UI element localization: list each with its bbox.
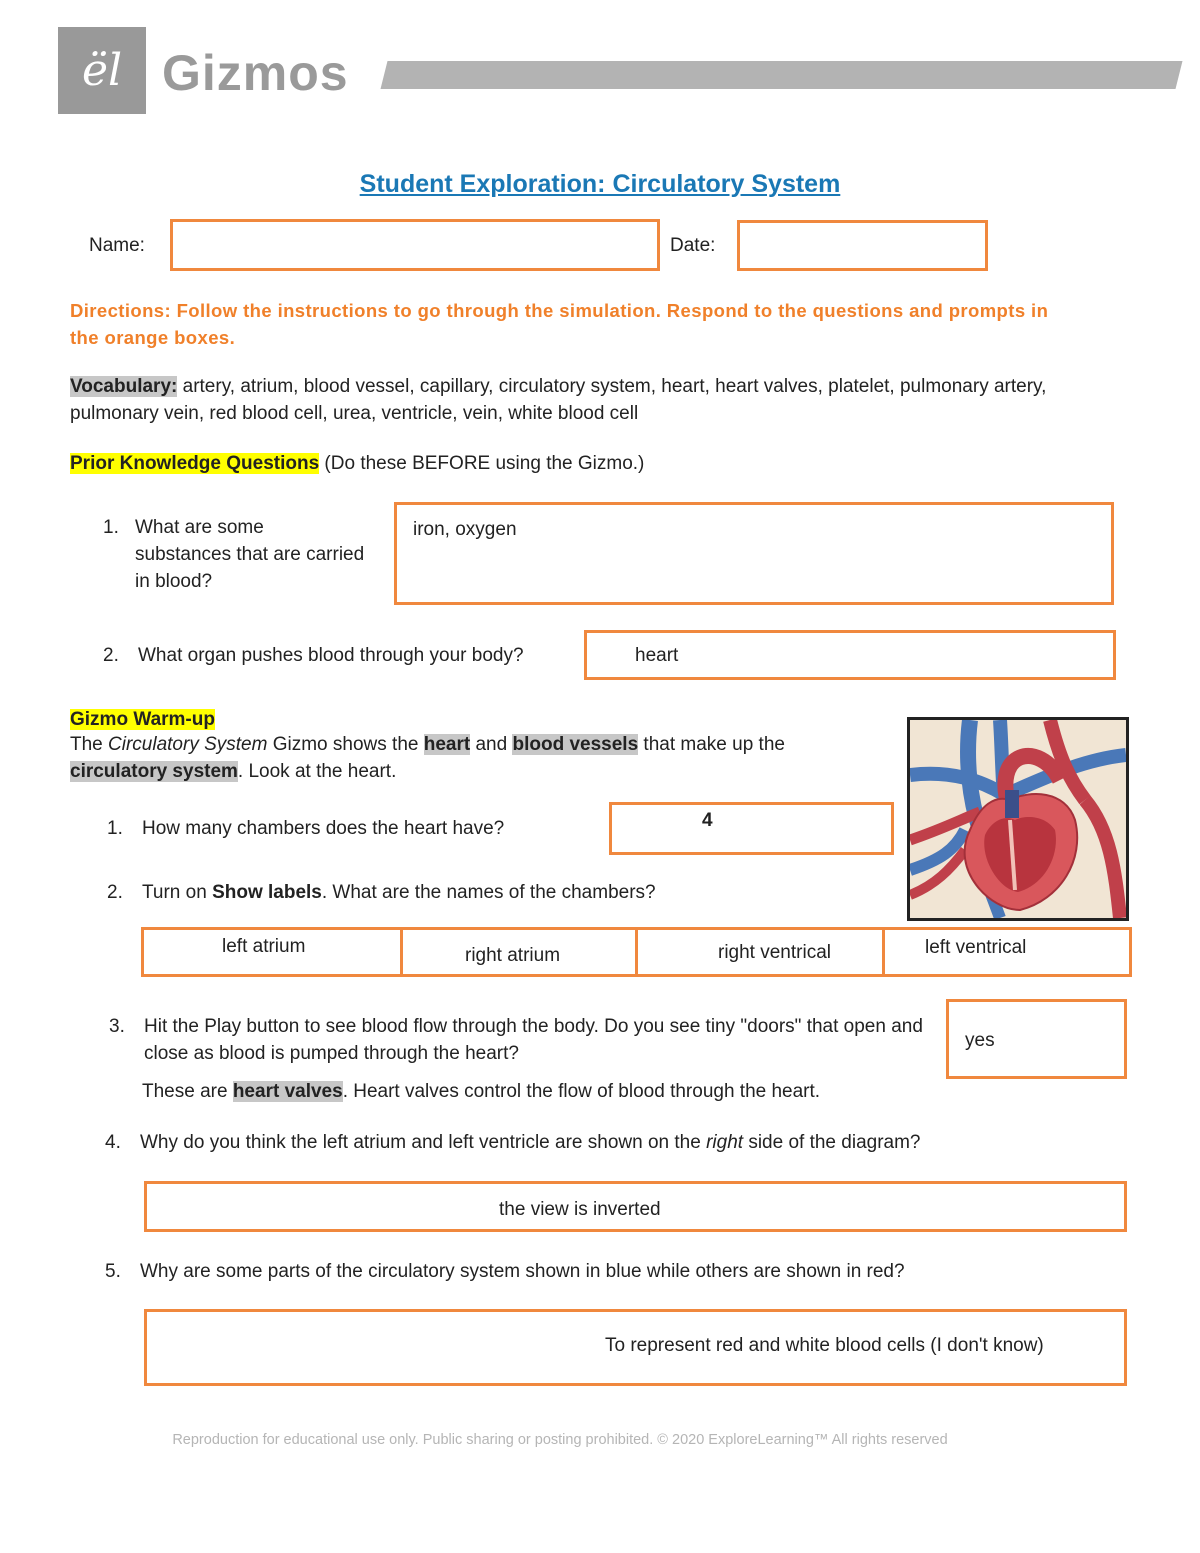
warmup-q3-answer-box[interactable]: yes xyxy=(946,999,1127,1079)
warmup-intro: The Circulatory System Gizmo shows the heart and blood vessels that make up the circulatory system. Look at the heart. xyxy=(70,734,785,782)
name-label: Name: xyxy=(89,235,145,256)
prior-q2-answer-box[interactable]: heart xyxy=(584,630,1116,680)
vocabulary: Vocabulary: artery, atrium, blood vessel, capillary, circulatory system, heart, heart valves, platelet, pulmonary artery, pulmonary vein, red blood cell, urea, ventricle, vein, white blood cell xyxy=(70,376,1047,424)
warmup-q2-number: 2. xyxy=(107,882,123,903)
warmup-q2-text: Turn on Show labels. What are the names of the chambers? xyxy=(142,882,656,903)
warmup-q1-answer-box[interactable]: 4 xyxy=(609,802,894,855)
gizmos-brand: Gizmos xyxy=(162,45,349,101)
explorelearning-logo: ël xyxy=(58,27,146,114)
chamber-answer-2[interactable]: right atrium xyxy=(400,927,638,977)
name-field[interactable] xyxy=(170,219,660,271)
date-label: Date: xyxy=(670,235,716,256)
warmup-heading: Gizmo Warm-up xyxy=(70,709,215,730)
chamber-answer-3[interactable]: right ventrical xyxy=(635,927,885,977)
footer-copyright: Reproduction for educational use only. Public sharing or posting prohibited. © 2020 ExploreLearning™ All rights reserved xyxy=(172,1432,948,1448)
warmup-q1-number: 1. xyxy=(107,818,123,839)
header-bar xyxy=(381,61,1183,89)
heart-valves-note: These are heart valves. Heart valves control the flow of blood through the heart. xyxy=(142,1081,821,1102)
warmup-q4-number: 4. xyxy=(105,1132,121,1153)
vocabulary-label: Vocabulary: xyxy=(70,376,178,397)
prior-q1-number: 1. xyxy=(103,517,119,538)
page-title: Student Exploration: Circulatory System xyxy=(359,170,841,198)
warmup-q1-text: How many chambers does the heart have? xyxy=(142,818,505,839)
warmup-q4-text: Why do you think the left atrium and left ventricle are shown on the right side of the diagram? xyxy=(140,1132,921,1153)
prior-q1-text: What are some substances that are carried in blood? xyxy=(135,517,365,592)
directions: Directions: Follow the instructions to go through the simulation. Respond to the questions and prompts in the orange boxes. xyxy=(70,300,1049,348)
chamber-answer-1[interactable]: left atrium xyxy=(141,927,403,977)
warmup-q5-text: Why are some parts of the circulatory system shown in blue while others are shown in red? xyxy=(140,1261,905,1282)
chamber-answer-4[interactable]: left ventrical xyxy=(882,927,1132,977)
date-field[interactable] xyxy=(737,220,988,271)
prior-knowledge-heading: Prior Knowledge Questions (Do these BEFORE using the Gizmo.) xyxy=(70,453,645,474)
prior-q2-text: What organ pushes blood through your body? xyxy=(138,645,524,666)
prior-q2-number: 2. xyxy=(103,645,119,666)
warmup-q5-number: 5. xyxy=(105,1261,121,1282)
heart-illustration xyxy=(910,720,1126,918)
prior-q1-answer-box[interactable]: iron, oxygen xyxy=(394,502,1114,605)
warmup-q3-number: 3. xyxy=(109,1016,125,1037)
warmup-q3-text: Hit the Play button to see blood flow through the body. Do you see tiny "doors" that open and close as blood is pumped through the heart? xyxy=(144,1016,923,1064)
warmup-q5-answer-box[interactable]: To represent red and white blood cells (I don't know) xyxy=(144,1309,1127,1386)
warmup-q4-answer-box[interactable]: the view is inverted xyxy=(144,1181,1127,1232)
heart-diagram-image xyxy=(907,717,1129,921)
